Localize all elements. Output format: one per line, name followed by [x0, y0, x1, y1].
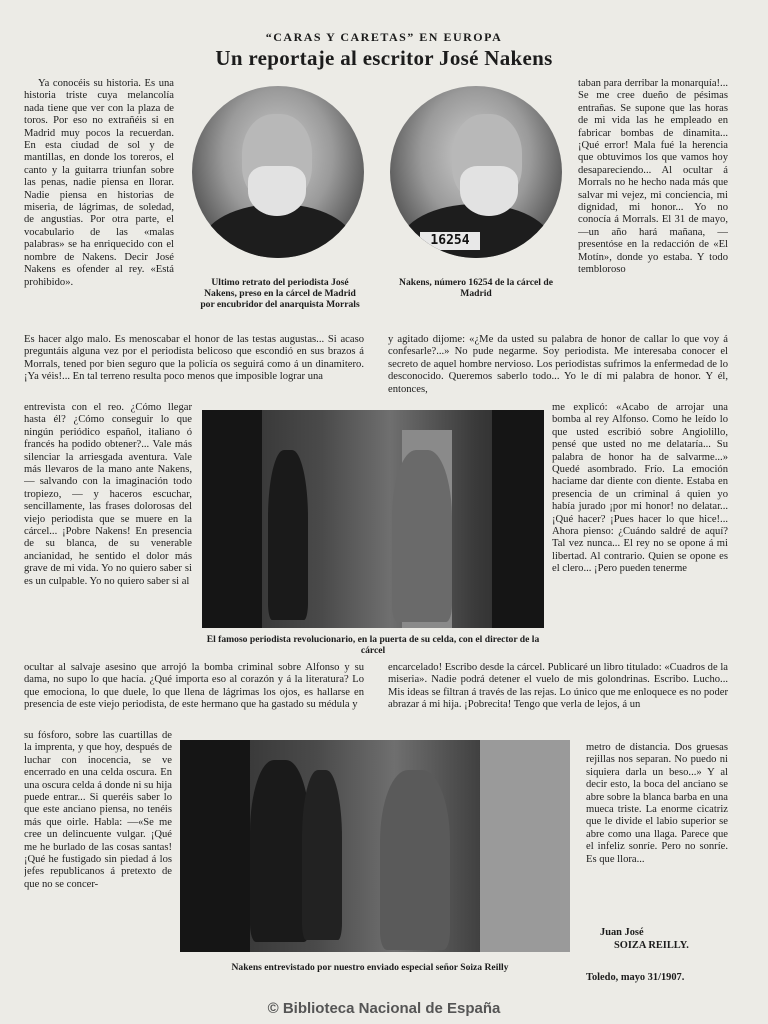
prison-number-tag: 16254 [420, 232, 480, 250]
caption-portrait-left: Ultimo retrato del periodista José Nakens, preso en la cárcel de Madrid por encubridor del anarquista Morrals [200, 277, 360, 310]
paragraph: me explicó: «Acabo de arrojar una bomba al rey Alfonso. Como he leído lo que usted escribió sobre Angiolillo, pensé que usted no me delataría... Su palabra de honor ha de salvarme...» Quedé asombrado. Frío. La emoción haciame dar diente con diente. Estaba en presencia de un criminal á quien yo había jurado ¡por mi honor! no delatar... ¡Qué hacer? ¡Pues hacer lo que hice!... Ahora pienso: ¿Cuándo saldré de aquí? Tal vez nunca... El rey no se opone á mi libertad. Al contrario. Quien se opone es el clero... ¡Pero pueden tenerme [552, 402, 728, 575]
caption-photo-bottom: Nakens entrevistado por nuestro enviado especial señor Soiza Reilly [231, 962, 509, 973]
paragraph: metro de distancia. Dos gruesas rejillas nos separan. No puedo ni siquiera darla un beso...» Y al decir esto, la boca del anciano se abre sobre la blanca barba en una mueca triste. La enorme cicatriz que le divide el labio superior se abre como una llaga. Parece que el infeliz sonríe. Pero no sonríe. Es que llora... [586, 742, 728, 865]
paragraph: su fósforo, sobre las cuartillas de la imprenta, y que hoy, después de luchar con inocencia, se ve encerrado en una celda oscura. En una oscura celda á donde ni su hija puede entrar... Si queréis saber lo que este anciano piensa, no tenéis más que oirle. Habla: —«Se me cree un delincuente vulgar. ¡Qué me he burlado de las cosas santas! ¡Qué he fustigado sin piedad á los jefes republicanos á pretexto de que no se concer- [24, 730, 172, 890]
caption-portrait-right: Nakens, número 16254 de la cárcel de Madrid [399, 277, 553, 299]
author-signature [600, 926, 730, 952]
signature-line-1: Juan José [600, 927, 644, 938]
column-right-continued [388, 334, 728, 402]
paragraph: Es hacer algo malo. Es menoscabar el honor de las testas augustas... Si acaso preguntáis alguna vez por el periodista belicoso que escondió en sus brazos á Morrals, tened por bien seguro que la policía os seguirá como á un dinamitero. ¡Ya véis!... En tal terreno resulta poco menos que imposible lograr una [24, 334, 364, 383]
column-left-paragraph [24, 662, 364, 730]
paragraph: ocultar al salvaje asesino que arrojó la bomba criminal sobre Alfonso y su dama, no supo lo que hacía. ¿Qué importa eso al corazón y á la literatura? Lo que emociona, lo que duele, lo que llena de lágrimas los ojos, es hallarse en presencia de este viejo periodista, de este hermano que ha gastado su médula y [24, 662, 364, 711]
library-watermark: © Biblioteca Nacional de España [267, 1000, 501, 1017]
column-left-top [24, 78, 174, 334]
paragraph: encarcelado! Escribo desde la cárcel. Publicaré un libro titulado: «Cuadros de la miseria». Nadie podrá detener el vuelo de mis golondrinas. Escribo. Lucho... Mis ideas se filtran á través de las rejas. Lo único que me enloquece es no poder abrazar á mi hija. ¡Pobrecita! Tengo que verla de lejos, á un [388, 662, 728, 711]
paragraph: taban para derribar la monarquía!... Se me cree dueño de pésimas entrañas. Se supone que las horas de mi vida las he empleado en fabricar bombas de dinamita... ¡Qué error! Mala fué la herencia que obtuvimos los que vamos hoy desapareciendo... Al ocultar á Morrals no he hecho nada más que salvar mi vejez, mi conciencia, mi dignidad, mi honor... Yo no conocía á Morrals. El 31 de mayo,—un año hará mañana, — presentóse en la redacción de «El Motín», donde yo estaba. Y todo tembloroso [578, 78, 728, 276]
signature-line-2: SOIZA REILLY. [614, 940, 689, 951]
column-right-mid [552, 402, 728, 662]
photo-interview [180, 740, 570, 952]
column-right-top [578, 78, 728, 334]
paragraph: entrevista con el reo. ¿Cómo llegar hasta él? ¿Cómo conseguir lo que ningún periódico español, italiano ó francés ha podido obtener?... Vale más silenciar la arriesgada aventura. Vale más llevaros de la mano ante Nakens, — salvando con la imaginación todo tropiezo, — y haceros escuchar, sencillamente, las frases dolorosas del viejo periodista que se muere en la cárcel... ¡Pobre Nakens! En presencia de su blanca, de su venerable ancianidad, he sentido el dolor más grave de mi vida. Yo no quiero saber si es un culpable. Yo no quiero saber si al [24, 402, 192, 587]
caption-photo-middle: El famoso periodista revolucionario, en la puerta de su celda, con el director de la cárcel [206, 634, 540, 656]
column-right-paragraph [388, 662, 728, 730]
portrait-profile-photo [390, 86, 562, 258]
column-left-mid [24, 402, 192, 662]
section-kicker: “CARAS Y CARETAS” EN EUROPA [265, 30, 503, 44]
column-left-continued [24, 334, 364, 402]
column-left-bottom [24, 730, 172, 992]
paragraph: y agitado dijome: «¿Me da usted su palabra de honor de callar lo que voy á confesarle?...» No pude negarme. Soy periodista. Me interesaba conocer el secreto de aquel hombre nervioso. Los periodistas sufrimos la enfermedad de lo desconocido. Queremos saberlo todo... Yo le dí mi palabra de honor. Y él, entonces, [388, 334, 728, 395]
column-right-bottom [586, 742, 728, 912]
photo-cell-door [202, 410, 544, 628]
dateline: Toledo, mayo 31/1907. [586, 972, 685, 983]
paragraph: Ya conocéis su historia. Es una historia triste cuya melancolía nada tiene que ver con la plaza de toros. Por eso no extrañéis si en Madrid muy pocos la recuerdan. En esta ciudad de sol y de mantillas, en donde los toreros, el canto y la guitarra triunfan sobre las penas, nadie piensa en llorar. Nadie piensa en historias de miseria, de lágrimas, de soledad, de angustias. Por otra parte, el vocabulario de las «malas palabras» se ha enriquecido con el nombre de Nakens. Decir José Nakens es ofender al rey. «Está prohibido». [24, 78, 174, 288]
portrait-front-photo [192, 86, 364, 258]
article-headline: Un reportaje al escritor José Nakens [215, 46, 553, 70]
